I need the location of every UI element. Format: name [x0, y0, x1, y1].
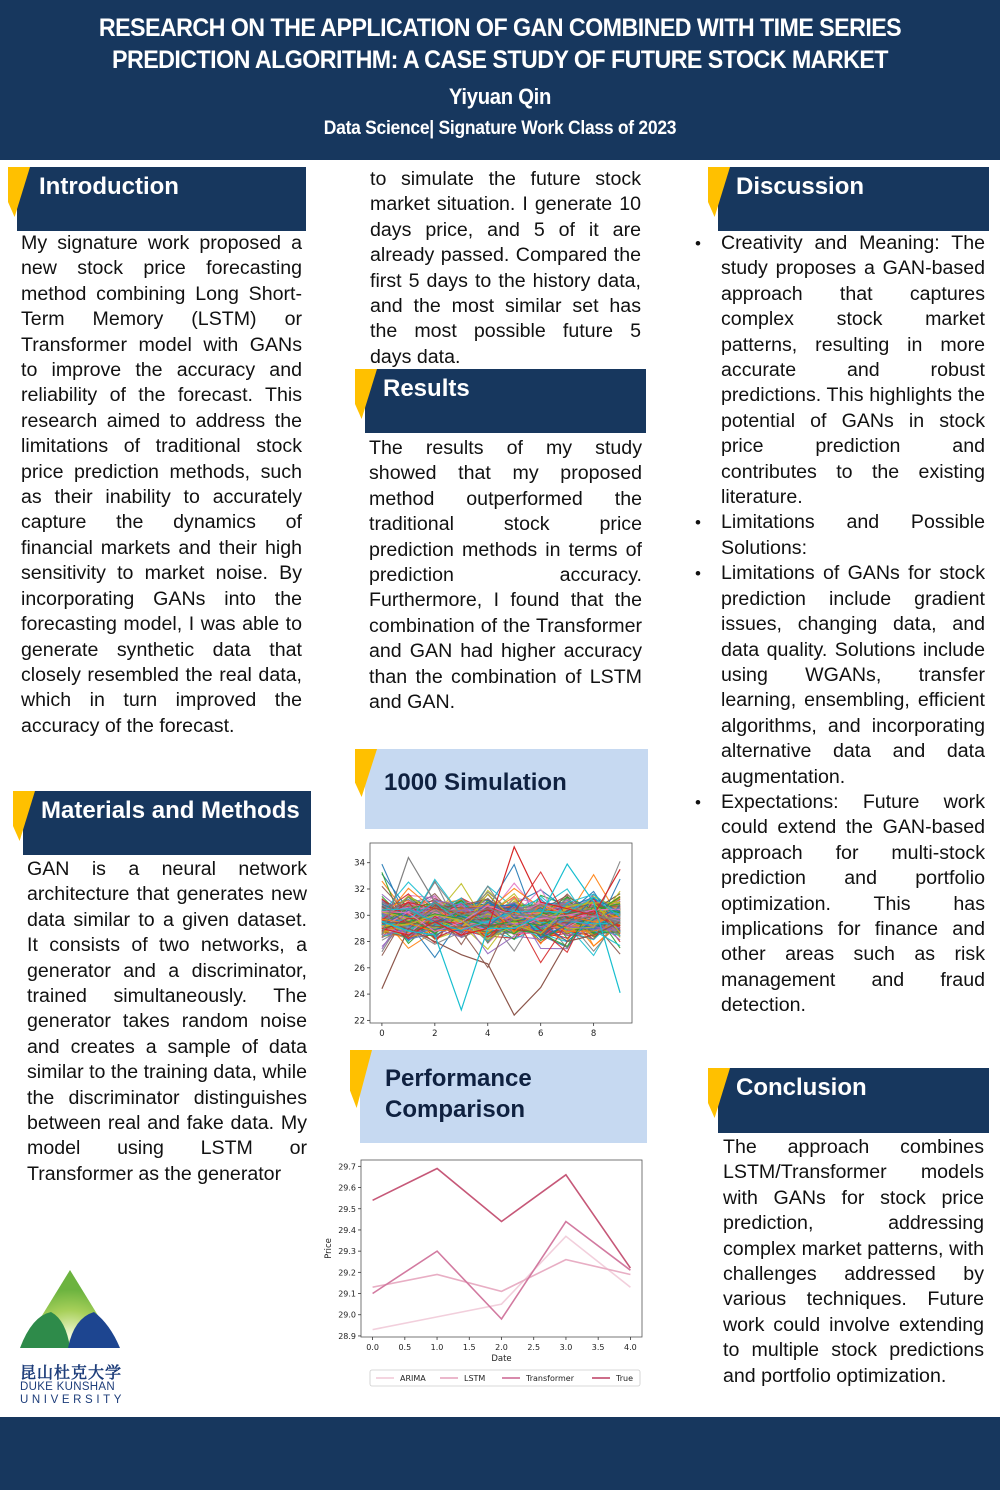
- svg-text:28: 28: [354, 937, 365, 948]
- svg-text:4.0: 4.0: [624, 1343, 637, 1352]
- performance-heading-line2: Comparison: [385, 1096, 526, 1123]
- simulation-line-chart: [340, 838, 640, 1040]
- svg-text:0.0: 0.0: [366, 1343, 379, 1352]
- svg-text:Date: Date: [491, 1354, 512, 1364]
- svg-text:LSTM: LSTM: [464, 1374, 486, 1383]
- title-line-1: RESEARCH ON THE APPLICATION OF GAN COMBINED WITH TIME SERIES: [98, 14, 902, 42]
- results-heading: [365, 369, 646, 433]
- svg-text:3.5: 3.5: [591, 1343, 605, 1352]
- performance-line-chart: [318, 1152, 650, 1392]
- discussion-heading-text: Discussion: [736, 173, 865, 200]
- svg-text:2.5: 2.5: [527, 1343, 541, 1352]
- svg-text:1.0: 1.0: [430, 1343, 444, 1352]
- svg-text:29.4: 29.4: [338, 1225, 356, 1235]
- simulation-chart: [340, 838, 640, 1040]
- methods-heading-text: Materials and Methods: [41, 797, 300, 824]
- performance-chart: [318, 1152, 650, 1392]
- svg-text:6: 6: [537, 1029, 544, 1039]
- methods-heading: [23, 791, 311, 855]
- svg-text:29.6: 29.6: [338, 1183, 356, 1193]
- svg-text:30: 30: [354, 911, 365, 922]
- svg-text:3.0: 3.0: [559, 1343, 573, 1352]
- svg-text:22: 22: [354, 1016, 365, 1027]
- svg-text:29.1: 29.1: [338, 1289, 356, 1299]
- simulation-heading: [365, 749, 648, 829]
- discussion-bullet: • Limitations and Possible Solutions:: [721, 510, 985, 561]
- affiliation: Data Science| Signature Work Class of 2023: [323, 118, 677, 139]
- performance-heading: [360, 1050, 647, 1143]
- svg-text:2.0: 2.0: [495, 1343, 508, 1352]
- svg-text:34: 34: [354, 858, 365, 869]
- svg-text:29.3: 29.3: [338, 1247, 356, 1257]
- svg-text:28.9: 28.9: [338, 1331, 356, 1341]
- svg-text:29.5: 29.5: [338, 1204, 356, 1214]
- svg-text:29.0: 29.0: [338, 1310, 356, 1320]
- svg-text:29.7: 29.7: [338, 1162, 356, 1172]
- svg-text:2: 2: [432, 1029, 438, 1039]
- svg-text:ARIMA: ARIMA: [400, 1374, 426, 1383]
- conclusion-body: The approach combines LSTM/Transformer models with GANs for stock price prediction, addressing complex market patterns, with challenges addressed by various techniques. Future work could involve extending to multiple stock predictions and portfolio optimization.: [723, 1136, 984, 1387]
- svg-text:Price: Price: [324, 1238, 334, 1259]
- discussion-list: [721, 231, 985, 1019]
- poster-header: [0, 0, 1000, 160]
- conclusion-heading-text: Conclusion: [736, 1074, 867, 1101]
- simulation-heading-text: 1000 Simulation: [384, 769, 567, 796]
- introduction-heading-text: Introduction: [39, 173, 179, 200]
- logo-english-line1: DUKE KUNSHAN: [20, 1381, 115, 1393]
- discussion-bullet: • Creativity and Meaning: The study proposes a GAN-based approach that captures complex stock market patterns, resulting in more accurate and robust predictions. This highlights the potential of GANs in stock price prediction and contributes to the existing literature.: [721, 231, 985, 510]
- svg-text:26: 26: [354, 963, 365, 974]
- svg-text:1.5: 1.5: [462, 1343, 476, 1352]
- svg-text:True: True: [616, 1374, 633, 1383]
- mountain-logo-icon: [18, 1268, 122, 1352]
- logo-chinese-name: 昆山杜克大学: [20, 1363, 123, 1382]
- discussion-bullet: • Expectations: Future work could extend the GAN-based approach for multi-stock prediction and portfolio optimization. This has implications for finance and other areas such as risk management and fraud detection.: [721, 790, 985, 1019]
- poster-title: [35, 12, 965, 76]
- poster-footer: [0, 1417, 1000, 1490]
- svg-text:29.2: 29.2: [338, 1268, 356, 1278]
- conclusion-heading: [718, 1068, 989, 1133]
- svg-text:8: 8: [590, 1029, 597, 1039]
- svg-text:24: 24: [354, 990, 365, 1001]
- author-name: Yiyuan Qin: [448, 84, 552, 109]
- university-logo: [18, 1268, 128, 1408]
- results-body: The results of my study showed that my proposed method outperformed the traditional stock price prediction methods in terms of prediction accuracy. Furthermore, I found that the combination of the Transformer and GAN had higher accuracy than the combination of LSTM and GAN.: [369, 437, 642, 714]
- discussion-heading: [718, 167, 989, 231]
- svg-text:0.5: 0.5: [398, 1343, 412, 1352]
- methods-body: GAN is a neural network architecture that generates new data similar to a given dataset. It consists of two networks, a generator and a discriminator, trained simultaneously. The generator takes random noise and creates a sample of data similar to the training data, while the discriminator distinguishes between real and fake data. My model using LSTM or Transformer as the generator: [27, 858, 307, 1185]
- svg-text:Transformer: Transformer: [526, 1374, 575, 1383]
- svg-text:0: 0: [379, 1029, 385, 1039]
- introduction-heading: [17, 167, 306, 231]
- introduction-body: My signature work proposed a new stock price forecasting method combining Long Short-Term Memory (LSTM) or Transformer model with GANs to improve the accuracy and reliability of the forecast. This research aimed to address the limitations of traditional stock price prediction methods, such as their inability to accurately capture the dynamics of financial markets and their high sensitivity to market noise. By incorporating GANs into the forecasting model, I was able to generate synthetic data that closely resembled the real data, which in turn improved the accuracy of the forecast.: [21, 232, 302, 737]
- title-line-2: PREDICTION ALGORITHM: A CASE STUDY OF FUTURE STOCK MARKET: [112, 46, 888, 74]
- performance-heading-line1: Performance: [385, 1065, 532, 1092]
- results-heading-text: Results: [383, 375, 470, 402]
- svg-text:32: 32: [354, 884, 365, 895]
- discussion-bullet: • Limitations of GANs for stock prediction include gradient issues, changing data, and data quality. Solutions include using WGANs, transfer learning, ensembling, efficient algorithms, and incorporating alternative data and data augmentation.: [721, 561, 985, 790]
- logo-english-line2: UNIVERSITY: [20, 1394, 126, 1406]
- methods-body-continued: to simulate the future stock market situation. I generate 10 days price, and 5 of it are already passed. Compared the first 5 days to the history data, and the most similar set has the most possible future 5 days data.: [370, 168, 641, 368]
- svg-text:4: 4: [485, 1029, 491, 1039]
